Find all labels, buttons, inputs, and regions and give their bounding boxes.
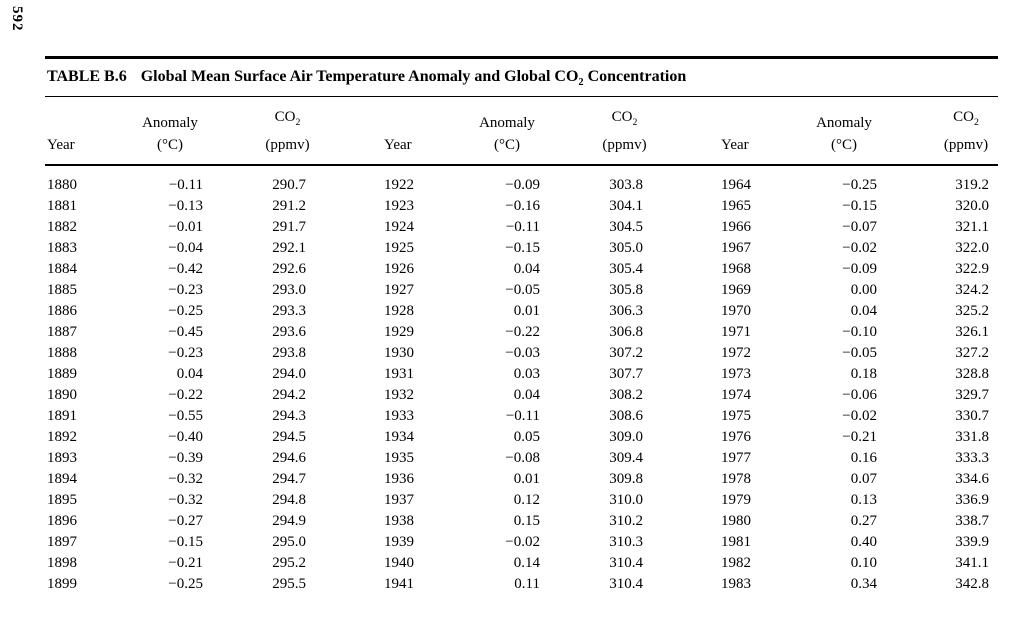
- year-cell: 1978: [721, 471, 751, 488]
- anomaly-cell: −0.23: [168, 345, 203, 362]
- anomaly-cell: −0.06: [842, 387, 877, 404]
- co2-cell: 309.8: [609, 471, 643, 488]
- anomaly-cell: −0.13: [168, 198, 203, 215]
- year-cell: 1882: [47, 219, 77, 236]
- table-row: [45, 427, 998, 448]
- co2-cell: 308.2: [609, 387, 643, 404]
- co2-cell: 290.7: [272, 177, 306, 194]
- anomaly-cell: −0.04: [168, 240, 203, 257]
- year-cell: 1935: [384, 450, 414, 467]
- year-cell: 1928: [384, 303, 414, 320]
- year-cell: 1885: [47, 282, 77, 299]
- table-row: [45, 301, 998, 322]
- year-cell: 1924: [384, 219, 414, 236]
- anomaly-cell: −0.55: [168, 408, 203, 425]
- anomaly-cell: 0.04: [513, 261, 540, 278]
- year-cell: 1967: [721, 240, 751, 257]
- year-cell: 1931: [384, 366, 414, 383]
- co2-cell: 307.2: [609, 345, 643, 362]
- page-number: 592: [9, 6, 25, 32]
- header-anomaly-unit: (°C): [442, 134, 542, 165]
- co2-cell: 310.0: [609, 492, 643, 509]
- co2-cell: 331.8: [955, 429, 989, 446]
- anomaly-cell: −0.21: [842, 429, 877, 446]
- anomaly-cell: −0.10: [842, 324, 877, 341]
- co2-text: CO: [611, 109, 633, 126]
- year-cell: 1887: [47, 324, 77, 341]
- co2-cell: 336.9: [955, 492, 989, 509]
- header-co2: [879, 97, 998, 134]
- anomaly-cell: −0.15: [505, 240, 540, 257]
- co2-cell: 304.5: [609, 219, 643, 236]
- co2-cell: 320.0: [955, 198, 989, 215]
- co2-cell: 309.4: [609, 450, 643, 467]
- year-cell: 1971: [721, 324, 751, 341]
- anomaly-cell: −0.11: [505, 408, 540, 425]
- table-name-text-end: Concentration: [583, 68, 687, 85]
- co2-cell: 306.8: [609, 324, 643, 341]
- year-cell: 1980: [721, 513, 751, 530]
- co2-cell: 341.1: [955, 555, 989, 572]
- year-cell: 1898: [47, 555, 77, 572]
- anomaly-cell: 0.12: [513, 492, 540, 509]
- table-row: [45, 448, 998, 469]
- co2-cell: 304.1: [609, 198, 643, 215]
- year-cell: 1927: [384, 282, 414, 299]
- anomaly-cell: −0.42: [168, 261, 203, 278]
- header-co2-unit: (ppmv): [205, 134, 315, 165]
- anomaly-cell: −0.39: [168, 450, 203, 467]
- co2-cell: 321.1: [955, 219, 989, 236]
- table-row: [45, 238, 998, 259]
- anomaly-cell: −0.21: [168, 555, 203, 572]
- table-row: [45, 280, 998, 301]
- co2-cell: 339.9: [955, 534, 989, 551]
- year-cell: 1894: [47, 471, 77, 488]
- co2-cell: 294.6: [272, 450, 306, 467]
- co2-cell: 309.0: [609, 429, 643, 446]
- co2-subscript: 2: [578, 77, 584, 89]
- anomaly-cell: −0.22: [168, 387, 203, 404]
- header-spacer: [45, 97, 105, 134]
- anomaly-cell: 0.16: [850, 450, 877, 467]
- anomaly-cell: 0.40: [850, 534, 877, 551]
- year-cell: 1895: [47, 492, 77, 509]
- year-cell: 1892: [47, 429, 77, 446]
- table-row: [45, 553, 998, 574]
- co2-cell: 329.7: [955, 387, 989, 404]
- year-cell: 1977: [721, 450, 751, 467]
- year-cell: 1897: [47, 534, 77, 551]
- co2-cell: 334.6: [955, 471, 989, 488]
- year-cell: 1941: [384, 576, 414, 593]
- year-cell: 1970: [721, 303, 751, 320]
- anomaly-cell: 0.04: [176, 366, 203, 383]
- co2-cell: 292.6: [272, 261, 306, 278]
- year-cell: 1883: [47, 240, 77, 257]
- co2-cell: 330.7: [955, 408, 989, 425]
- year-cell: 1972: [721, 345, 751, 362]
- co2-cell: 294.3: [272, 408, 306, 425]
- table-label: TABLE B.6: [47, 68, 127, 85]
- co2-cell: 322.0: [955, 240, 989, 257]
- year-cell: 1981: [721, 534, 751, 551]
- year-cell: 1880: [47, 177, 77, 194]
- year-cell: 1973: [721, 366, 751, 383]
- year-cell: 1982: [721, 555, 751, 572]
- table-row: [45, 490, 998, 511]
- co2-cell: 293.0: [272, 282, 306, 299]
- co2-cell: 295.0: [272, 534, 306, 551]
- anomaly-cell: 0.07: [850, 471, 877, 488]
- header-anomaly-unit: (°C): [779, 134, 879, 165]
- anomaly-cell: 0.15: [513, 513, 540, 530]
- year-cell: 1893: [47, 450, 77, 467]
- header-year: Year: [315, 134, 442, 165]
- table-title: [45, 59, 998, 97]
- header-year: Year: [45, 134, 105, 165]
- table-row: [45, 385, 998, 406]
- anomaly-cell: −0.05: [842, 345, 877, 362]
- header-row-units-top: [45, 97, 998, 134]
- co2-cell: 327.2: [955, 345, 989, 362]
- co2-cell: 319.2: [955, 177, 989, 194]
- co2-subscript: 2: [632, 117, 638, 129]
- year-cell: 1975: [721, 408, 751, 425]
- co2-cell: 291.2: [272, 198, 306, 215]
- year-cell: 1937: [384, 492, 414, 509]
- year-cell: 1938: [384, 513, 414, 530]
- table-row: [45, 217, 998, 238]
- year-cell: 1881: [47, 198, 77, 215]
- anomaly-cell: 0.01: [513, 471, 540, 488]
- co2-cell: 333.3: [955, 450, 989, 467]
- year-cell: 1966: [721, 219, 751, 236]
- header-anomaly: Anomaly: [479, 115, 535, 132]
- co2-cell: 306.3: [609, 303, 643, 320]
- anomaly-cell: −0.08: [505, 450, 540, 467]
- year-cell: 1968: [721, 261, 751, 278]
- anomaly-cell: −0.07: [842, 219, 877, 236]
- header-spacer: [315, 97, 442, 134]
- co2-cell: 342.8: [955, 576, 989, 593]
- header-co2: [205, 97, 315, 134]
- year-cell: 1926: [384, 261, 414, 278]
- table-name-text: Global Mean Surface Air Temperature Anomaly and Global CO: [140, 68, 579, 85]
- co2-cell: 294.7: [272, 471, 306, 488]
- header-anomaly-unit: (°C): [105, 134, 205, 165]
- co2-cell: 338.7: [955, 513, 989, 530]
- anomaly-cell: −0.25: [168, 576, 203, 593]
- header-spacer: [652, 97, 779, 134]
- year-cell: 1976: [721, 429, 751, 446]
- anomaly-cell: −0.15: [168, 534, 203, 551]
- year-cell: 1974: [721, 387, 751, 404]
- table-row: [45, 322, 998, 343]
- anomaly-cell: −0.02: [842, 408, 877, 425]
- co2-cell: 292.1: [272, 240, 306, 257]
- co2-cell: 305.4: [609, 261, 643, 278]
- co2-cell: 293.3: [272, 303, 306, 320]
- co2-cell: 324.2: [955, 282, 989, 299]
- anomaly-cell: 0.04: [850, 303, 877, 320]
- table-row: [45, 196, 998, 217]
- anomaly-cell: −0.32: [168, 471, 203, 488]
- year-cell: 1934: [384, 429, 414, 446]
- table-row: [45, 259, 998, 280]
- co2-cell: 295.5: [272, 576, 306, 593]
- anomaly-cell: −0.05: [505, 282, 540, 299]
- header-co2-unit: (ppmv): [542, 134, 652, 165]
- table-b6: [45, 56, 998, 595]
- year-cell: 1884: [47, 261, 77, 278]
- year-cell: 1983: [721, 576, 751, 593]
- anomaly-cell: −0.11: [505, 219, 540, 236]
- year-cell: 1923: [384, 198, 414, 215]
- year-cell: 1886: [47, 303, 77, 320]
- anomaly-cell: −0.16: [505, 198, 540, 215]
- anomaly-cell: −0.09: [842, 261, 877, 278]
- anomaly-cell: −0.40: [168, 429, 203, 446]
- year-cell: 1922: [384, 177, 414, 194]
- co2-subscript: 2: [295, 117, 301, 129]
- co2-text: CO: [953, 109, 974, 126]
- anomaly-cell: 0.03: [513, 366, 540, 383]
- co2-cell: 305.8: [609, 282, 643, 299]
- header-anomaly: Anomaly: [142, 115, 198, 132]
- table-body: [45, 165, 998, 595]
- co2-cell: 326.1: [955, 324, 989, 341]
- header-row-units-bottom: [45, 134, 998, 165]
- anomaly-cell: −0.03: [505, 345, 540, 362]
- co2-cell: 294.0: [272, 366, 306, 383]
- anomaly-cell: 0.18: [850, 366, 877, 383]
- table-name: [141, 68, 687, 88]
- co2-cell: 310.4: [609, 576, 643, 593]
- anomaly-cell: −0.45: [168, 324, 203, 341]
- co2-cell: 325.2: [955, 303, 989, 320]
- table-row: [45, 574, 998, 595]
- anomaly-cell: −0.25: [168, 303, 203, 320]
- year-cell: 1899: [47, 576, 77, 593]
- co2-cell: 322.9: [955, 261, 989, 278]
- year-cell: 1925: [384, 240, 414, 257]
- co2-cell: 293.6: [272, 324, 306, 341]
- year-cell: 1930: [384, 345, 414, 362]
- anomaly-cell: −0.15: [842, 198, 877, 215]
- co2-cell: 308.6: [609, 408, 643, 425]
- year-cell: 1969: [721, 282, 751, 299]
- table-row: [45, 511, 998, 532]
- anomaly-cell: 0.01: [513, 303, 540, 320]
- co2-cell: 310.2: [609, 513, 643, 530]
- year-cell: 1891: [47, 408, 77, 425]
- table-row: [45, 165, 998, 196]
- year-cell: 1979: [721, 492, 751, 509]
- anomaly-cell: 0.11: [514, 576, 540, 593]
- anomaly-cell: 0.27: [850, 513, 877, 530]
- anomaly-cell: 0.13: [850, 492, 877, 509]
- anomaly-cell: −0.32: [168, 492, 203, 509]
- co2-cell: 328.8: [955, 366, 989, 383]
- co2-cell: 294.5: [272, 429, 306, 446]
- header-year: Year: [652, 134, 779, 165]
- year-cell: 1940: [384, 555, 414, 572]
- header-co2-unit: (ppmv): [879, 134, 998, 165]
- year-cell: 1896: [47, 513, 77, 530]
- table-row: [45, 364, 998, 385]
- year-cell: 1929: [384, 324, 414, 341]
- anomaly-cell: −0.27: [168, 513, 203, 530]
- co2-cell: 310.3: [609, 534, 643, 551]
- anomaly-cell: −0.02: [505, 534, 540, 551]
- header-co2: [542, 97, 652, 134]
- table-row: [45, 532, 998, 553]
- anomaly-cell: −0.11: [168, 177, 203, 194]
- anomaly-cell: −0.02: [842, 240, 877, 257]
- table-row: [45, 343, 998, 364]
- year-cell: 1932: [384, 387, 414, 404]
- year-cell: 1964: [721, 177, 751, 194]
- anomaly-cell: 0.14: [513, 555, 540, 572]
- co2-cell: 294.8: [272, 492, 306, 509]
- co2-cell: 310.4: [609, 555, 643, 572]
- year-cell: 1888: [47, 345, 77, 362]
- co2-cell: 291.7: [272, 219, 306, 236]
- year-cell: 1936: [384, 471, 414, 488]
- anomaly-cell: −0.25: [842, 177, 877, 194]
- table-row: [45, 469, 998, 490]
- anomaly-cell: −0.22: [505, 324, 540, 341]
- co2-cell: 295.2: [272, 555, 306, 572]
- anomaly-cell: 0.10: [850, 555, 877, 572]
- co2-cell: 293.8: [272, 345, 306, 362]
- year-cell: 1939: [384, 534, 414, 551]
- co2-cell: 305.0: [609, 240, 643, 257]
- anomaly-cell: −0.01: [168, 219, 203, 236]
- anomaly-cell: 0.00: [850, 282, 877, 299]
- header-anomaly: Anomaly: [816, 115, 872, 132]
- year-cell: 1889: [47, 366, 77, 383]
- anomaly-cell: 0.04: [513, 387, 540, 404]
- co2-cell: 294.9: [272, 513, 306, 530]
- table-header: [45, 97, 998, 165]
- year-cell: 1933: [384, 408, 414, 425]
- co2-cell: 303.8: [609, 177, 643, 194]
- anomaly-cell: −0.23: [168, 282, 203, 299]
- co2-subscript: 2: [973, 117, 979, 129]
- year-cell: 1965: [721, 198, 751, 215]
- year-cell: 1890: [47, 387, 77, 404]
- anomaly-cell: 0.05: [513, 429, 540, 446]
- table-row: [45, 406, 998, 427]
- co2-text: CO: [274, 109, 296, 126]
- data-table: [45, 97, 998, 595]
- co2-cell: 307.7: [609, 366, 643, 383]
- anomaly-cell: −0.09: [505, 177, 540, 194]
- anomaly-cell: 0.34: [850, 576, 877, 593]
- co2-cell: 294.2: [272, 387, 306, 404]
